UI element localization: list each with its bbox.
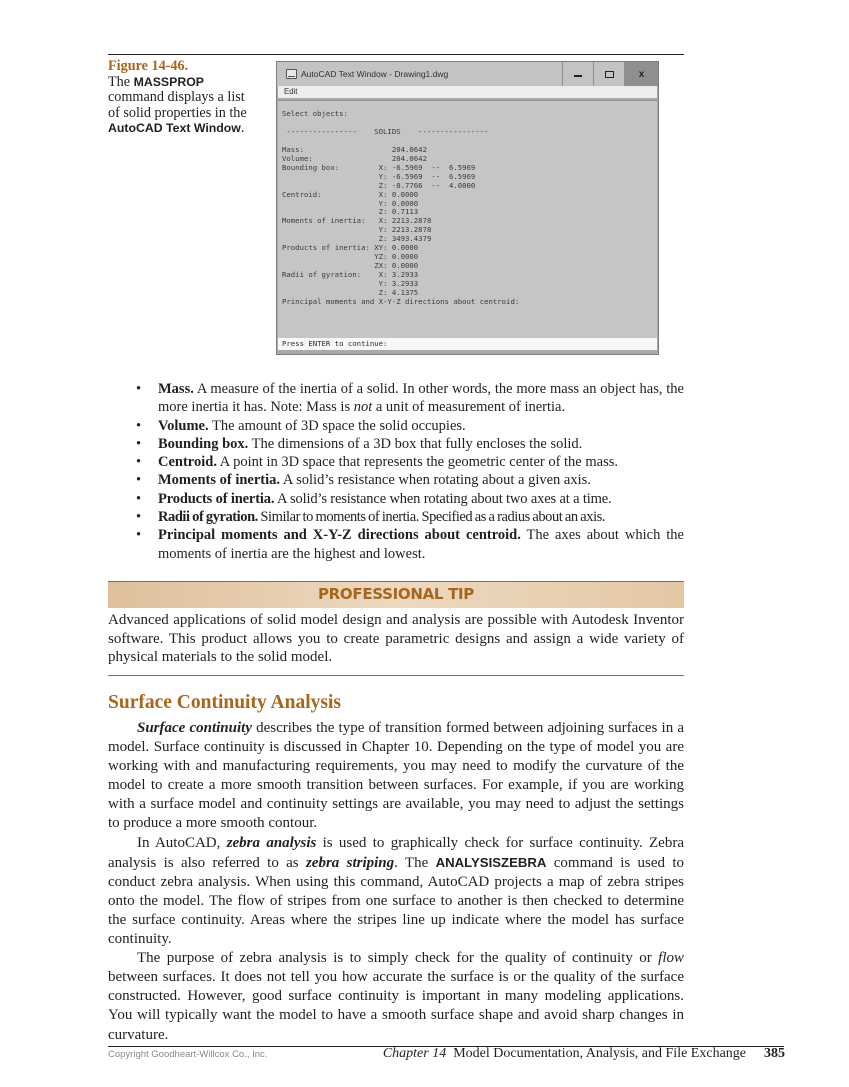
chapter-title: Model Documentation, Analysis, and File Exchange (453, 1046, 746, 1061)
caption-text: The (108, 73, 134, 90)
close-button[interactable] (624, 62, 658, 86)
menu-bar (278, 86, 657, 98)
maximize-button[interactable] (593, 62, 624, 86)
list-item: • Radii of gyration. Similar to moments of inertia. Specified as a radius about an axis. (136, 508, 684, 526)
list-item: • Principal moments and X-Y-Z directions about centroid. The axes about which the moments of inertia are the highest and lowest. (136, 526, 684, 563)
figure-caption (108, 59, 258, 137)
running-footer (383, 1046, 785, 1062)
top-rule (108, 54, 684, 55)
paragraph: The purpose of zebra analysis is to simply check for the quality of continuity or flow between surfaces. It does not tell you how accurate the surface is or the quality of the surface constructed. However, good surface continuity is important in many modeling applications. You will typically want the model to have a smooth surface shape and avoid sharp changes in curvature. (108, 950, 684, 1043)
window-name: AutoCAD Text Window (108, 121, 241, 136)
section-heading: Surface Continuity Analysis (108, 692, 341, 713)
minimize-button[interactable] (562, 62, 593, 86)
list-item: • Volume. The amount of 3D space the solid occupies. (136, 417, 684, 435)
maximize-icon (605, 71, 614, 78)
list-item: • Moments of inertia. A solid’s resistance when rotating about a given axis. (136, 471, 684, 489)
command-prompt-input[interactable]: Press ENTER to continue: (278, 338, 657, 350)
autocad-text-window (276, 61, 659, 355)
property-definitions-list (136, 380, 684, 563)
list-item: • Bounding box. The dimensions of a 3D box that fully encloses the solid. (136, 435, 684, 453)
command-name: MASSPROP (133, 74, 204, 89)
console-output: Select objects: ---------------- SOLIDS ---------------- Mass: 204.0642 Volume: 204.0642 Bounding box: X: -6.5969 -- 6.5969 Y: -6.5969 -- 6.5969 Z: -0.7766 -- 4.0000 Centroid: X: 0.0000 Y: 0.0000 Z: 0.7113 Moments of inertia: X: 2213.2878 Y: 2213.2878 Z: 3493.4379 Products of inertia: XY: 0.0000 YZ: 0.0000 ZX: 0.0000 Radii of gyration: X: 3.2933 Y: 3.2933 Z: 4.1375 Principal moments and X-Y-Z directions about centroid: (282, 109, 520, 307)
section-body (108, 719, 684, 1045)
list-item: • Centroid. A point in 3D space that represents the geometric center of the mass. (136, 453, 684, 471)
list-item: • Mass. A measure of the inertia of a solid. In other words, the more mass an object has, the more inertia it has. Note: Mass is not a unit of measurement of inertia. (136, 380, 684, 417)
menu-item-edit[interactable]: Edit (284, 87, 298, 96)
caption-text: . (240, 120, 245, 137)
figure-number: Figure 14-46. (108, 58, 189, 74)
professional-tip-text: Advanced applications of solid model design and analysis are possible with Autodesk Inventor software. This product allows you to create parametric designs and assign a wide variety of physical materials to the solid model. (108, 612, 684, 666)
copyright-text: Copyright Goodheart-Willcox Co., Inc. (108, 1049, 268, 1060)
chapter-label: Chapter 14 (382, 1046, 447, 1061)
paragraph: In AutoCAD, zebra analysis is used to graphically check for surface continuity. Zebra analysis is also referred to as zebra striping. The ANALYSISZEBRA command is used to conduct zebra analysis. When using this command, AutoCAD projects a map of zebra stripes onto the model. The flow of stripes from one surface to another is then checked to determine the surface continuity. Areas where the stripes line up indicate where the model has surface continuity. (108, 834, 685, 948)
console-output-area[interactable] (278, 100, 657, 338)
app-window-icon (286, 69, 297, 79)
list-item: • Products of inertia. A solid’s resistance when rotating about two axes at a time. (136, 490, 684, 508)
page-number: 385 (764, 1046, 785, 1061)
close-icon: x (638, 68, 645, 80)
command-name: ANALYSISZEBRA (435, 854, 547, 870)
minimize-icon (574, 75, 582, 77)
window-title: AutoCAD Text Window - Drawing1.dwg (301, 69, 449, 79)
paragraph: Surface continuity describes the type of transition formed between adjoining surfaces in a model. Surface continuity is discussed in Chapter 10. Depending on the type of model you are working with and manufacturing requirements, you may need to modify the curvature of the model to create a more smooth transition between surfaces. For example, if you are working with a surface model and continuity settings are available, you may need to adjust the settings to produce a more smooth contour. (108, 720, 684, 832)
professional-tip-banner (108, 581, 684, 608)
tip-bottom-rule (108, 675, 684, 676)
professional-tip-title: PROFESSIONAL TIP (317, 585, 474, 603)
caption-text: command displays a list of solid properties in the (108, 89, 247, 121)
window-titlebar[interactable] (277, 62, 658, 86)
